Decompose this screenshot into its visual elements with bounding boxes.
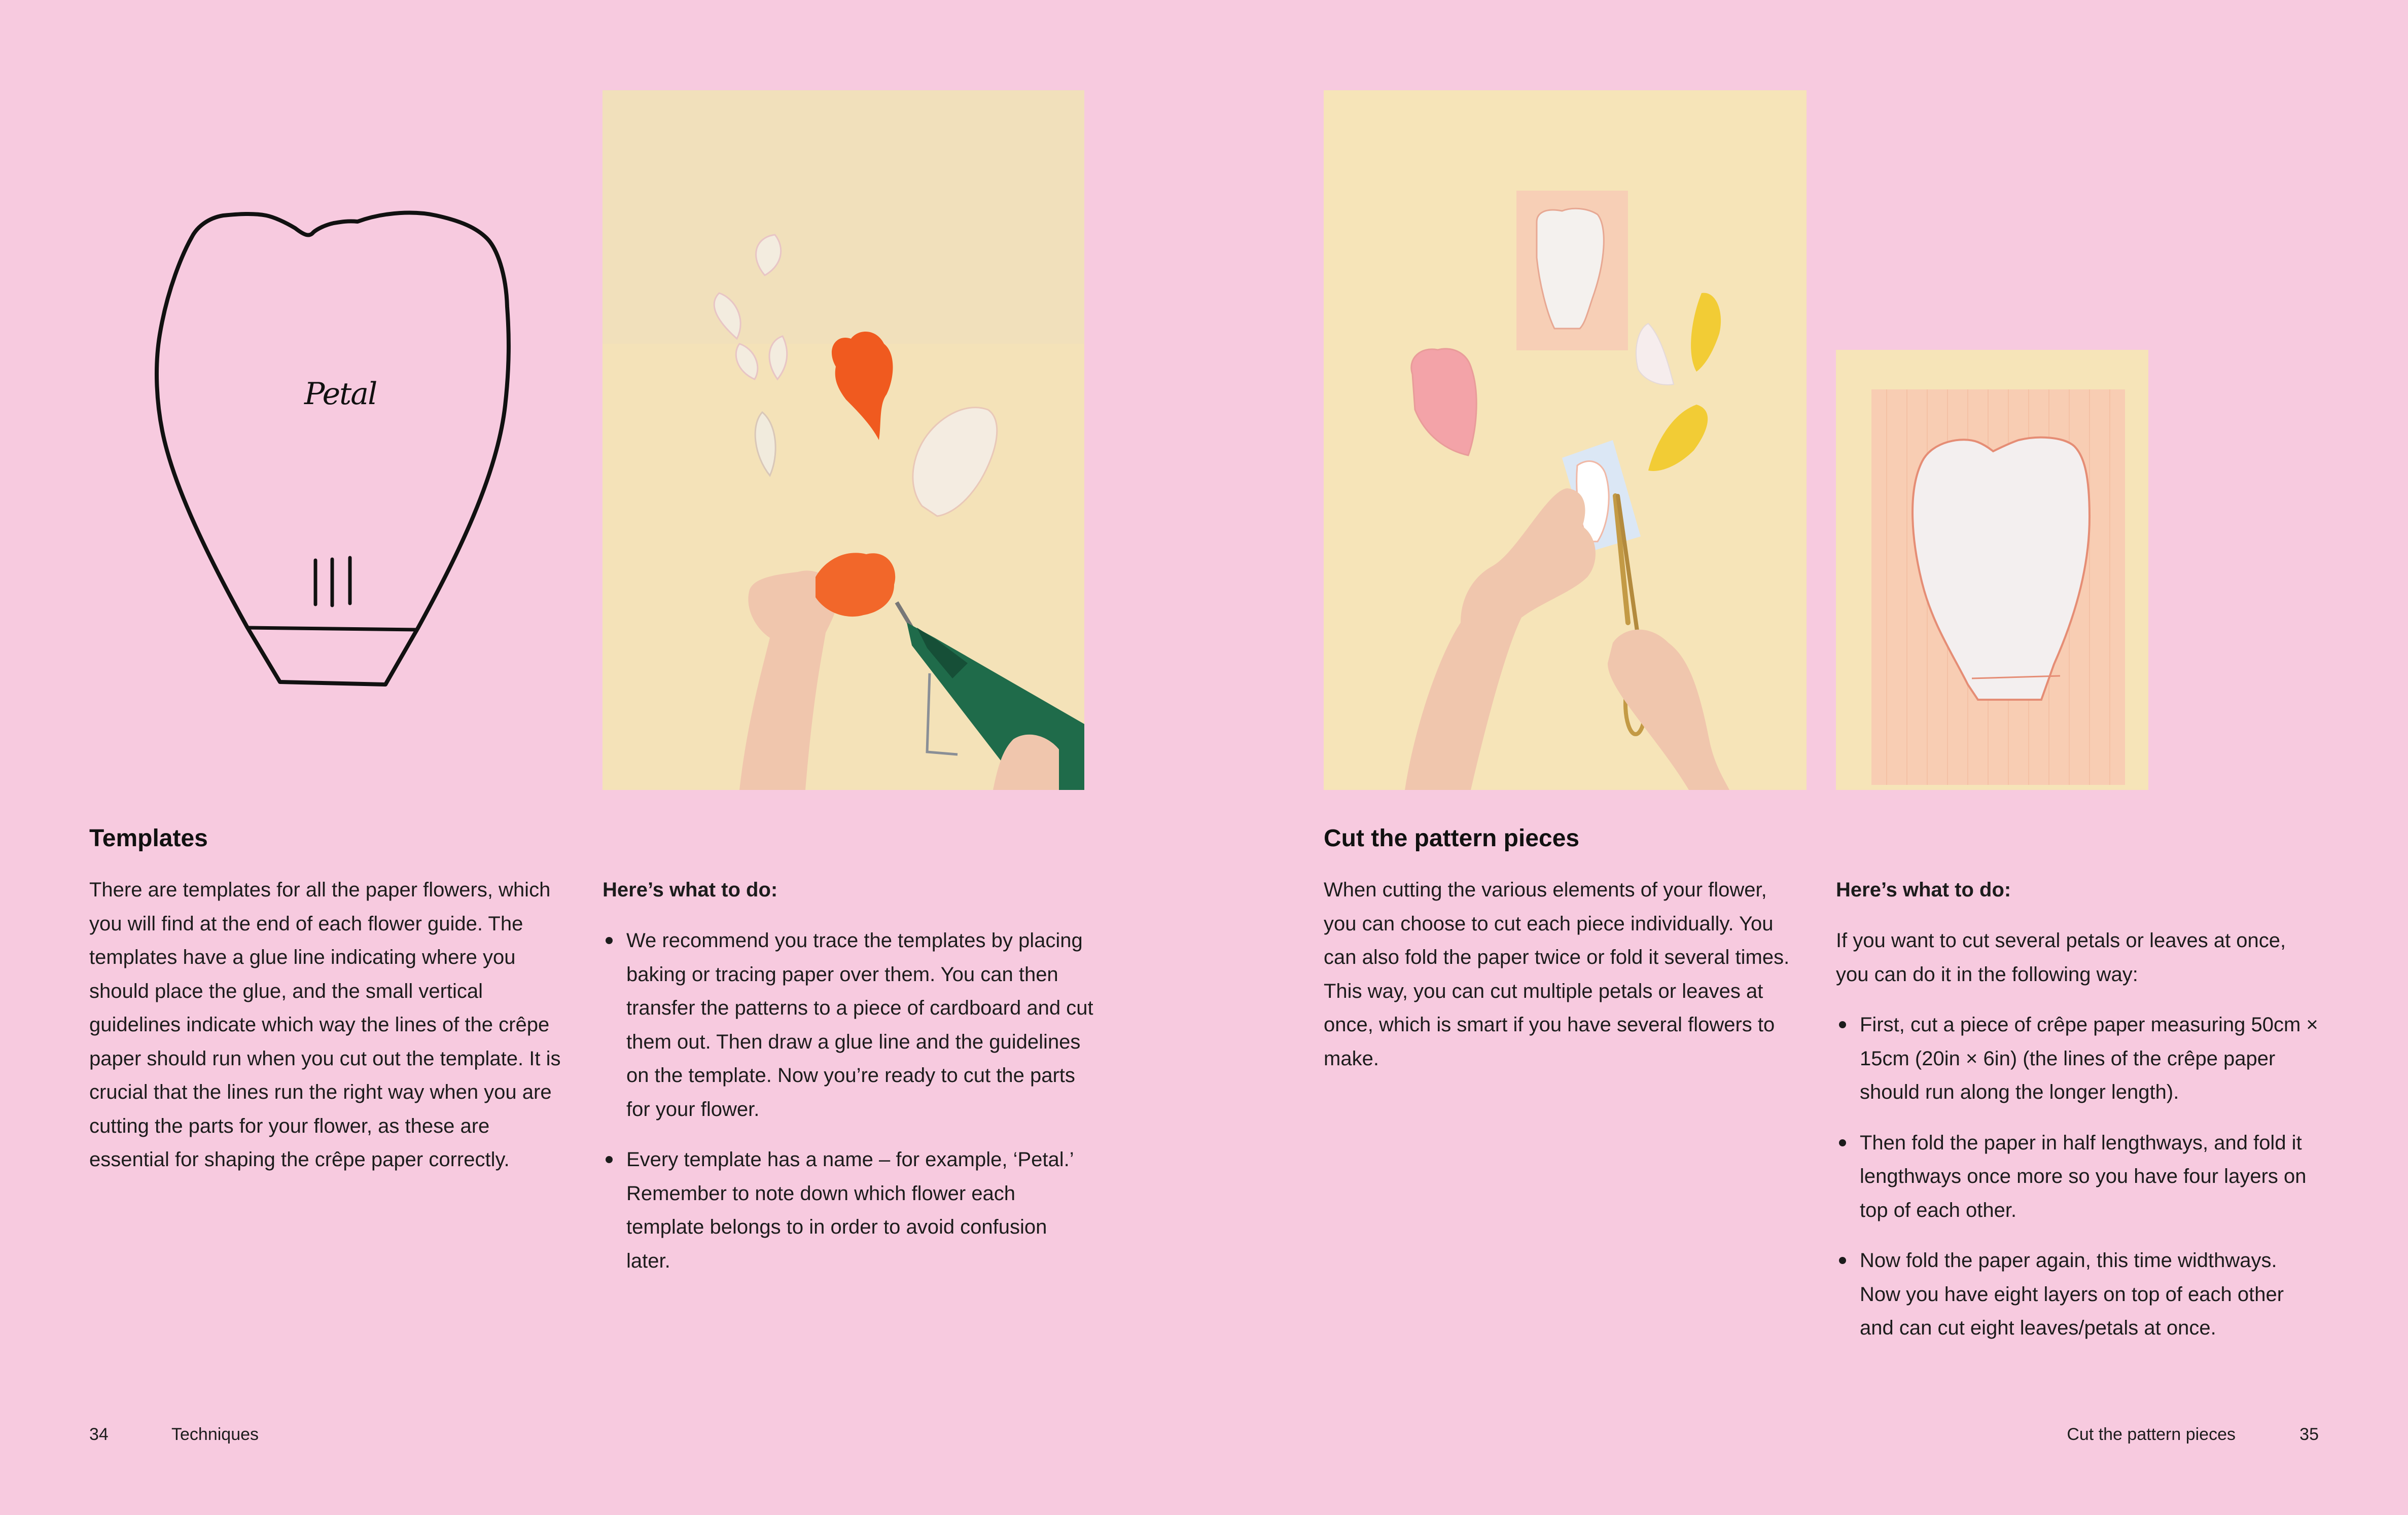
templates-paragraph: There are templates for all the paper flowers, which you will find at the end of each flower guide. The templates have a glue line indicating where you should place the glue, and the small vertical guidelines indicate which way the lines of the crêpe paper should run when you cut out the template. It is crucial that the lines run the right way when you are cutting the parts for your flower, as these are essential for shaping the crêpe paper correctly. <box>89 879 561 1171</box>
petal-template-illustration <box>152 193 517 690</box>
photo-cutting-scissors <box>1324 90 1807 790</box>
left-todo-list <box>603 924 1094 1294</box>
left-todo-heading: Here’s what to do: <box>603 879 778 901</box>
running-head-left: Techniques <box>171 1425 259 1444</box>
photo-glue-gun <box>603 90 1084 790</box>
page-number-right: 35 <box>2299 1425 2319 1444</box>
templates-heading: Templates <box>89 825 208 852</box>
right-todo-heading: Here’s what to do: <box>1836 879 2011 901</box>
photo-crepe-paper-template <box>1836 350 2148 790</box>
running-head-right: Cut the pattern pieces <box>2067 1425 2236 1444</box>
cut-paragraph: When cutting the various elements of your flower, you can choose to cut each piece individually. You can also fold the paper twice or fold it several times. This way, you can cut multiple petals or leaves at once, which is smart if you have several flowers to make. <box>1324 879 1790 1070</box>
right-todo-item: Now fold the paper again, this time widthways. Now you have eight layers on top of each other and can cut eight leaves/petals at once. <box>1836 1244 2323 1345</box>
right-todo-list <box>1836 1008 2323 1362</box>
right-todo-item: First, cut a piece of crêpe paper measuring 50cm × 15cm (20in × 6in) (the lines of the crêpe paper should run along the longer length). <box>1836 1008 2323 1109</box>
right-todo-intro: If you want to cut several petals or leaves at once, you can do it in the following way: <box>1836 929 2286 986</box>
right-todo-item: Then fold the paper in half lengthways, and fold it lengthways once more so you have four layers on top of each other. <box>1836 1126 2323 1228</box>
page-number-left: 34 <box>89 1425 109 1444</box>
template-label: Petal <box>304 376 377 412</box>
left-todo-item: Every template has a name – for example, ‘Petal.’ Remember to note down which flower each template belongs to in order to avoid confusion later. <box>603 1143 1094 1278</box>
petal-template-outline <box>152 193 517 690</box>
cut-heading: Cut the pattern pieces <box>1324 825 1580 852</box>
left-todo-item: We recommend you trace the templates by placing baking or tracing paper over them. You can then transfer the patterns to a piece of cardboard and cut them out. Then draw a glue line and the guidelines on the template. Now you’re ready to cut the parts for your flower. <box>603 924 1094 1126</box>
